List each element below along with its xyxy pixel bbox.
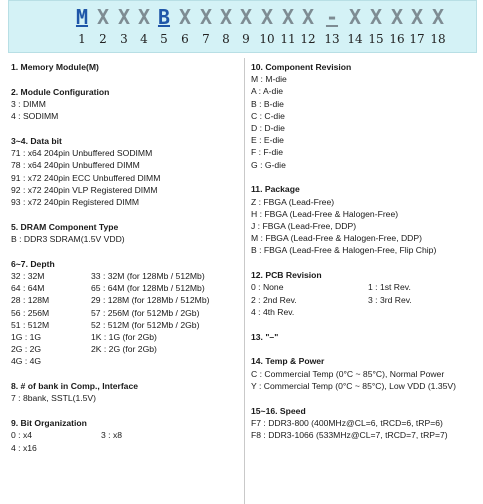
code-char: X <box>199 5 213 29</box>
position-number: 13 <box>324 32 340 46</box>
package-item: H : FBGA (Lead-Free & Halogen-Free) <box>251 208 399 219</box>
package-item: Z : FBGA (Lead-Free) <box>251 196 335 207</box>
depth-row <box>11 331 239 343</box>
section-title-memory-module: 1. Memory Module(M) <box>11 62 99 72</box>
revision-item: G : G-die <box>251 159 286 170</box>
depth-row <box>11 307 239 319</box>
depth-code-alt: 33 : 32M (for 128Mb / 512Mb) <box>91 271 205 282</box>
depth-row <box>11 343 239 355</box>
temp-item: Y : Commercial Temp (0°C ~ 85°C), Low VDD (1.35V) <box>251 380 456 391</box>
code-char: X <box>117 5 131 29</box>
code-char: X <box>281 5 295 29</box>
section-title-dram-component-type: 5. DRAM Component Type <box>11 221 119 232</box>
code-char: X <box>137 5 151 29</box>
depth-code: 32 : 32M <box>11 271 45 282</box>
position-number: 16 <box>389 32 405 46</box>
data-bit-item: 71 : x64 204pin Unbuffered SODIMM <box>11 148 153 159</box>
package-item: B : FBGA (Lead-Free & Halogen-Free, Flip Chip) <box>251 245 437 256</box>
position-number: 11 <box>280 32 296 46</box>
code-char: - <box>325 5 339 29</box>
pcb-item: 0 : None <box>251 282 284 293</box>
data-bit-item: 92 : x72 240pin VLP Registered DIMM <box>11 184 158 195</box>
bank-item: 7 : 8bank, SSTL(1.5V) <box>11 393 97 404</box>
code-char: X <box>301 5 315 29</box>
speed-item: F8 : DDR3-1066 (533MHz@CL=7, tRCD=7, tRP=7) <box>251 430 448 441</box>
depth-row <box>11 282 239 294</box>
depth-code-alt: 2K : 2G (for 2Gb) <box>91 344 157 355</box>
position-number: 5 <box>160 32 168 46</box>
code-char: X <box>390 5 404 29</box>
position-number: 3 <box>120 32 128 46</box>
position-number: 1 <box>78 32 86 46</box>
config-item: 4 : SODIMM <box>11 111 59 122</box>
depth-code: 28 : 128M <box>11 295 50 306</box>
position-numbers <box>9 32 476 48</box>
section-title-data-bit: 3~4. Data bit <box>11 136 62 146</box>
revision-item: B : B-die <box>251 98 284 109</box>
pcb-item: 3 : 3rd Rev. <box>368 294 412 305</box>
bit-org-row <box>11 442 239 454</box>
config-item: 3 : DIMM <box>11 99 46 109</box>
section-title-bank-interface: 8. # of bank in Comp., Interface <box>11 381 139 392</box>
depth-code: 4G : 4G <box>11 356 42 367</box>
code-char: X <box>239 5 253 29</box>
code-char: X <box>178 5 192 29</box>
depth-code: 1G : 1G <box>11 332 42 343</box>
bit-org-row <box>11 429 239 441</box>
position-number: 9 <box>242 32 250 46</box>
package-item: J : FBGA (Lead-Free, DDP) <box>251 221 357 232</box>
bit-org-item: 3 : x8 <box>101 430 123 441</box>
bit-org-item <box>101 442 239 454</box>
pcb-row <box>251 306 479 318</box>
depth-code-alt: 65 : 64M (for 128Mb / 512Mb) <box>91 283 205 294</box>
left-column <box>11 61 239 454</box>
part-number-code <box>9 5 476 29</box>
data-bit-item: 91 : x72 240pin ECC Unbuffered DIMM <box>11 172 161 183</box>
position-number: 10 <box>259 32 275 46</box>
depth-code-alt: 29 : 128M (for 128Mb / 512Mb) <box>91 295 210 306</box>
position-number: 8 <box>222 32 230 46</box>
package-item: M : FBGA (Lead-Free & Halogen-Free, DDP) <box>251 233 422 244</box>
revision-item: D : D-die <box>251 123 285 134</box>
right-column <box>251 61 479 441</box>
code-char: X <box>431 5 445 29</box>
bit-org-item: 0 : x4 <box>11 430 33 441</box>
code-char: X <box>260 5 274 29</box>
revision-item: A : A-die <box>251 86 284 97</box>
depth-code: 56 : 256M <box>11 307 50 318</box>
revision-item: E : E-die <box>251 135 284 146</box>
dram-type-item: B : DDR3 SDRAM(1.5V VDD) <box>11 234 125 245</box>
code-char: X <box>410 5 424 29</box>
revision-item: C : C-die <box>251 110 285 121</box>
temp-item: C : Commercial Temp (0°C ~ 85°C), Normal Power <box>251 368 445 379</box>
data-bit-item: 78 : x64 240pin Unbuffered DIMM <box>11 160 140 171</box>
section-title-speed: 15~16. Speed <box>251 405 306 416</box>
depth-code: 64 : 64M <box>11 283 45 294</box>
section-title-module-configuration: 2. Module Configuration <box>11 86 110 97</box>
speed-item: F7 : DDR3-800 (400MHz@CL=6, tRCD=6, tRP=6) <box>251 417 443 428</box>
depth-row <box>11 319 239 331</box>
revision-item: M : M-die <box>251 74 287 85</box>
section-title-temp-power: 14. Temp & Power <box>251 356 325 367</box>
pcb-item: 1 : 1st Rev. <box>368 282 411 293</box>
section-title-dash: 13. "–" <box>251 331 279 342</box>
depth-code-alt: 1K : 1G (for 2Gb) <box>91 332 157 343</box>
code-char: X <box>219 5 233 29</box>
position-number: 18 <box>430 32 446 46</box>
position-number: 6 <box>181 32 189 46</box>
depth-row <box>11 355 239 367</box>
depth-code: 2G : 2G <box>11 344 42 355</box>
pcb-row <box>251 281 479 293</box>
bit-org-item: 4 : x16 <box>11 442 37 453</box>
position-number: 15 <box>368 32 384 46</box>
code-char: X <box>348 5 362 29</box>
position-number: 17 <box>409 32 425 46</box>
code-char: B <box>157 5 171 29</box>
column-divider <box>244 58 245 504</box>
code-char: X <box>369 5 383 29</box>
pcb-item: 2 : 2nd Rev. <box>251 294 297 305</box>
position-number: 4 <box>140 32 148 46</box>
section-title-depth: 6~7. Depth <box>11 258 55 269</box>
revision-item: F : F-die <box>251 147 283 158</box>
position-number: 14 <box>347 32 363 46</box>
pcb-row <box>251 294 479 306</box>
position-number: 12 <box>300 32 316 46</box>
section-title-pcb-revision: 12. PCB Revision <box>251 270 322 281</box>
code-char: M <box>75 5 89 29</box>
depth-code-alt: 52 : 512M (for 512Mb / 2Gb) <box>91 319 200 330</box>
depth-code: 51 : 512M <box>11 319 50 330</box>
data-bit-item: 93 : x72 240pin Registered DIMM <box>11 197 140 208</box>
depth-code-alt: 57 : 256M (for 512Mb / 2Gb) <box>91 307 200 318</box>
section-title-package: 11. Package <box>251 184 300 195</box>
depth-row <box>11 270 239 282</box>
depth-row <box>11 294 239 306</box>
position-number: 7 <box>202 32 210 46</box>
depth-code-alt <box>91 355 239 367</box>
position-number: 2 <box>99 32 107 46</box>
section-title-bit-organization: 9. Bit Organization <box>11 418 87 429</box>
part-number-header <box>8 0 477 53</box>
code-char: X <box>96 5 110 29</box>
pcb-item: 4 : 4th Rev. <box>251 306 295 317</box>
section-title-component-revision: 10. Component Revision <box>251 62 352 72</box>
pcb-item <box>368 306 479 318</box>
